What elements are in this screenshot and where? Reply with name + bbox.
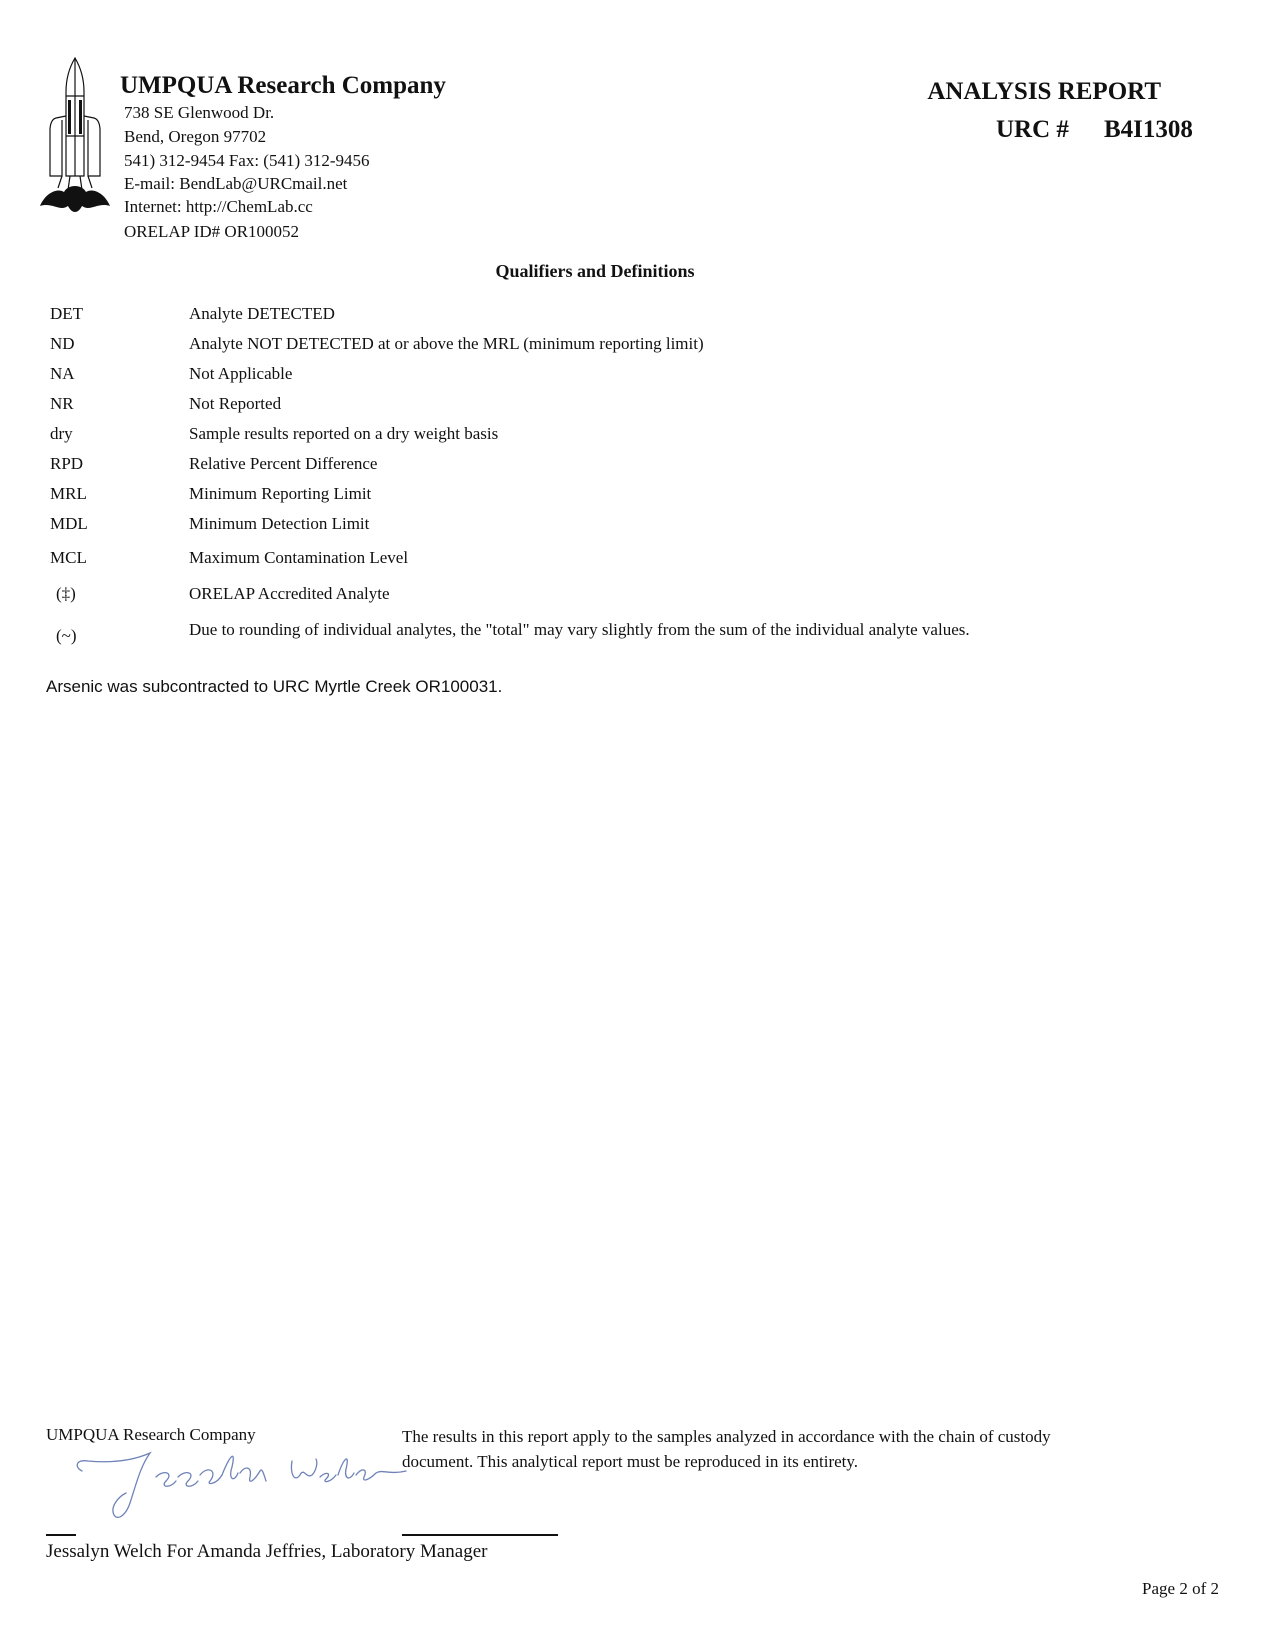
urc-label: URC # <box>996 116 1069 143</box>
shuttle-logo-icon <box>38 56 112 218</box>
orelap-id: ORELAP ID# OR100052 <box>124 222 300 241</box>
qualifiers-title: Qualifiers and Definitions <box>495 261 695 281</box>
qualifier-definition: Minimum Reporting Limit <box>189 484 372 503</box>
signature-line-right <box>402 1534 558 1536</box>
qualifier-code: dry <box>50 424 73 443</box>
page-number: Page 2 of 2 <box>1142 1579 1219 1598</box>
address-city: Bend, Oregon 97702 <box>124 127 267 146</box>
qualifier-code: ND <box>50 334 75 353</box>
qualifier-definition: Sample results reported on a dry weight basis <box>189 424 499 443</box>
qualifier-definition: ORELAP Accredited Analyte <box>189 584 390 603</box>
qualifier-definition: Analyte NOT DETECTED at or above the MRL (minimum reporting limit) <box>189 334 704 353</box>
signature-line-left <box>46 1534 76 1536</box>
qualifier-code: RPD <box>50 454 84 473</box>
qualifier-definition: Due to rounding of individual analytes, the "total" may vary slightly from the sum of the individual analyte values. <box>189 620 970 639</box>
qualifier-definition: Relative Percent Difference <box>189 454 378 473</box>
qualifier-definition: Not Applicable <box>189 364 293 383</box>
company-name: UMPQUA Research Company <box>120 72 446 99</box>
qualifier-definition: Analyte DETECTED <box>189 304 335 323</box>
qualifier-definition: Maximum Contamination Level <box>189 548 409 567</box>
internet: Internet: http://ChemLab.cc <box>124 197 313 216</box>
email: E-mail: BendLab@URCmail.net <box>124 174 348 193</box>
urc-number: B4I1308 <box>1104 116 1193 143</box>
footer-company: UMPQUA Research Company <box>46 1425 256 1444</box>
signer-name: Jessalyn Welch For Amanda Jeffries, Laboratory Manager <box>46 1541 488 1562</box>
phone-fax: 541) 312-9454 Fax: (541) 312-9456 <box>124 151 370 170</box>
qualifier-code: MCL <box>50 548 87 567</box>
qualifier-definition: Not Reported <box>189 394 282 413</box>
qualifier-code: DET <box>50 304 84 323</box>
qualifier-code: NR <box>50 394 74 413</box>
subcontract-note: Arsenic was subcontracted to URC Myrtle Creek OR100031. <box>46 677 503 696</box>
signature <box>70 1445 410 1525</box>
qualifier-code: MDL <box>50 514 88 533</box>
disclaimer: The results in this report apply to the samples analyzed in accordance with the chain of custody document. This analytical report must be reproduced in its entirety. <box>402 1427 1051 1471</box>
qualifier-definition: Minimum Detection Limit <box>189 514 370 533</box>
qualifier-code: NA <box>50 364 75 383</box>
report-title: ANALYSIS REPORT <box>927 78 1161 105</box>
qualifier-code: MRL <box>50 484 87 503</box>
qualifier-code: (~) <box>56 626 77 645</box>
address-street: 738 SE Glenwood Dr. <box>124 103 275 122</box>
qualifier-code: (‡) <box>56 584 76 603</box>
